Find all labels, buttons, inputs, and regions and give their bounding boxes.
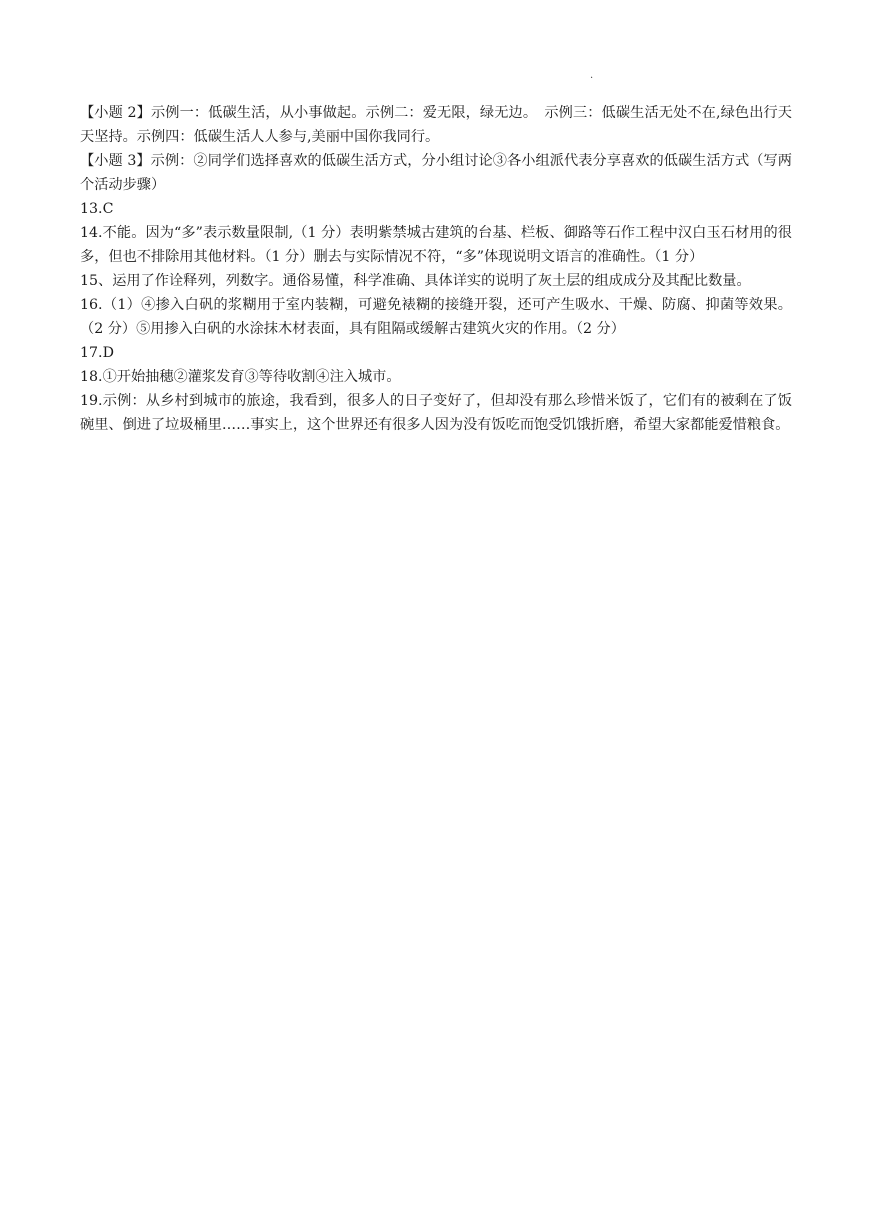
answer-q2-paragraph: 【小题 2】示例一：低碳生活，从小事做起。示例二：爱无限，绿无边。 示例三：低碳生活无处不在,绿色出行天天坚持。示例四：低碳生活人人参与,美丽中国你我同行。	[80, 105, 792, 145]
answer-13-paragraph: 13.C	[80, 201, 114, 217]
answer-18-paragraph: 18.①开始抽穗②灌浆发育③等待收割④注入城市。	[80, 369, 401, 385]
header-mark: .	[590, 70, 594, 81]
answer-14-paragraph: 14.不能。因为“多”表示数量限制,（1 分）表明紫禁城古建筑的台基、栏板、御路等石作工程中汉白玉石材用的很多，但也不排除用其他材料。（1 分）删去与实际情况不符，“多”体现说明文语言的准确性。（1 分）	[80, 225, 792, 265]
answer-q3-paragraph: 【小题 3】示例：②同学们选择喜欢的低碳生活方式，分小组讨论③各小组派代表分享喜欢的低碳生活方式（写两个活动步骤）	[80, 153, 792, 193]
answer-17-paragraph: 17.D	[80, 345, 114, 361]
answer-16-paragraph: 16.（1）④掺入白矾的浆糊用于室内装糊，可避免裱糊的接缝开裂，还可产生吸水、干燥、防腐、抑菌等效果。（2 分）⑤用掺入白矾的水涂抹木材表面，具有阻隔或缓解古建筑火灾的作用。（2 分）	[80, 297, 792, 337]
answer-content	[80, 101, 792, 437]
answer-19-paragraph: 19.示例：从乡村到城市的旅途，我看到，很多人的日子变好了，但却没有那么珍惜米饭了，它们有的被剩在了饭碗里、倒进了垃圾桶里……事实上，这个世界还有很多人因为没有饭吃而饱受饥饿折磨，希望大家都能爱惜粮食。	[80, 393, 792, 433]
answer-15-paragraph: 15、运用了作诠释列，列数字。通俗易懂，科学准确、具体详实的说明了灰土层的组成成分及其配比数量。	[80, 273, 751, 289]
